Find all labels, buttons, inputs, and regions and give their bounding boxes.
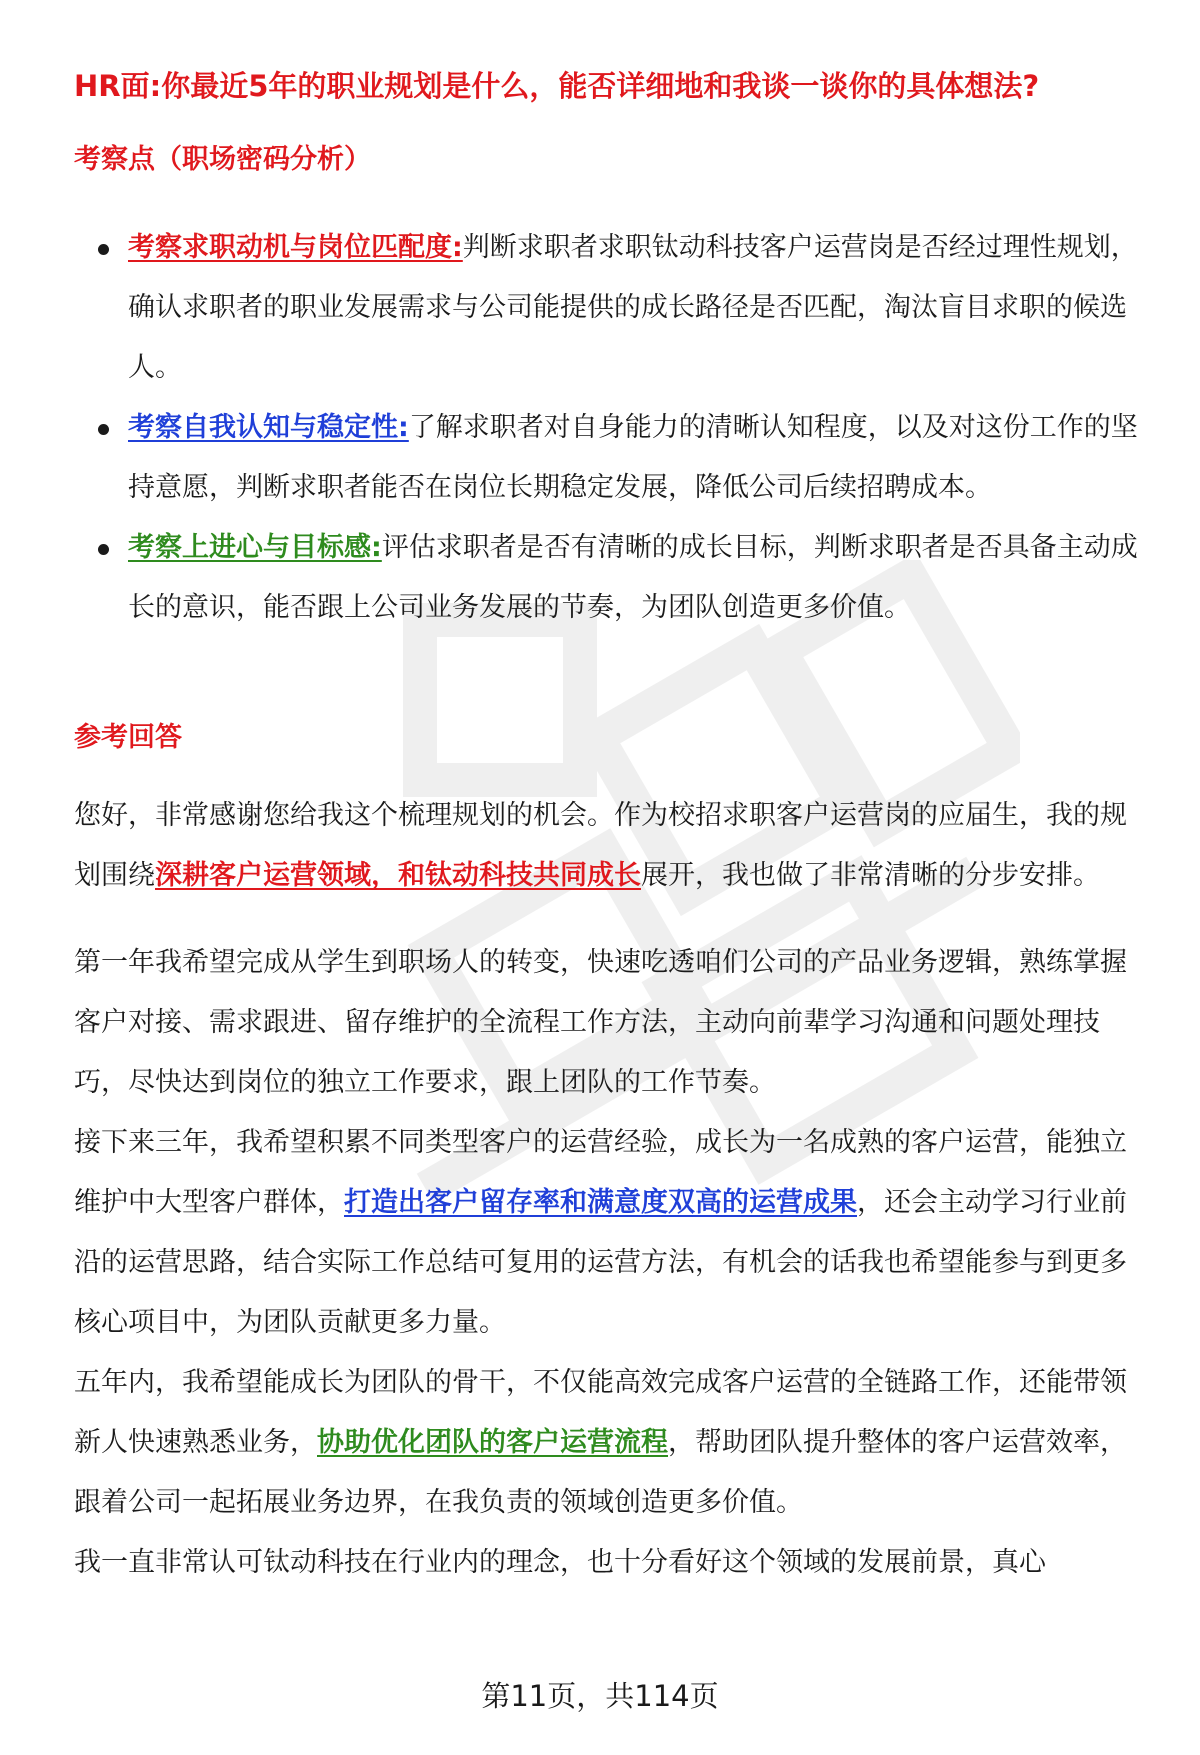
section-heading-assessment: 考察点（职场密码分析）	[74, 144, 371, 175]
assessment-list	[74, 218, 1144, 638]
assessment-keyword: 考察自我认知与稳定性:	[128, 412, 409, 443]
paragraph-gap	[74, 906, 1149, 933]
answer-text: 展开，我也做了非常清晰的分步安排。	[641, 860, 1100, 891]
answer-text: ，帮助团队提升整体的客户运营效率，跟着公司一起拓展业务边界，在我负责的领域创造更多价值。	[74, 1427, 1127, 1518]
answer-text: 接下来三年，我希望积累不同类型客户的运营经验，成长为一名成熟的客户运营，能独立维护中大型客户群体，	[74, 1127, 1127, 1218]
answer-paragraph: 我一直非常认可钛动科技在行业内的理念，也十分看好这个领域的发展前景，真心	[74, 1547, 1046, 1578]
answer-highlight: 打造出客户留存率和满意度双高的运营成果	[344, 1187, 857, 1218]
reference-answer	[74, 786, 1149, 1593]
bullet-icon	[98, 544, 109, 555]
assessment-text: 了解求职者对自身能力的清晰认知程度，以及对这份工作的坚持意愿，判断求职者能否在岗位长期稳定发展，降低公司后续招聘成本。	[128, 412, 1138, 503]
answer-paragraph	[74, 1353, 1149, 1533]
section-heading-answer: 参考回答	[74, 722, 182, 753]
answer-text: 五年内，我希望能成长为团队的骨干，不仅能高效完成客户运营的全链路工作，还能带领新人快速熟悉业务，	[74, 1367, 1127, 1458]
assessment-text: 评估求职者是否有清晰的成长目标，判断求职者是否具备主动成长的意识，能否跟上公司业务发展的节奏，为团队创造更多价值。	[128, 532, 1138, 623]
list-item	[74, 398, 1144, 518]
page-number: 第11页，共114页	[481, 1679, 719, 1713]
answer-text: ，还会主动学习行业前沿的运营思路，结合实际工作总结可复用的运营方法，有机会的话我也希望能参与到更多核心项目中，为团队贡献更多力量。	[74, 1187, 1127, 1338]
assessment-keyword: 考察上进心与目标感:	[128, 532, 382, 563]
answer-highlight: 深耕客户运营领域，和钛动科技共同成长	[155, 860, 641, 891]
list-item	[74, 218, 1144, 398]
answer-paragraph: 第一年我希望完成从学生到职场人的转变，快速吃透咱们公司的产品业务逻辑，熟练掌握客户对接、需求跟进、留存维护的全流程工作方法，主动向前辈学习沟通和问题处理技巧，尽快达到岗位的独立工作要求，跟上团队的工作节奏。	[74, 947, 1127, 1098]
answer-paragraph	[74, 1113, 1149, 1353]
bullet-icon	[98, 244, 109, 255]
question-title: HR面:你最近5年的职业规划是什么，能否详细地和我谈一谈你的具体想法?	[74, 69, 1040, 103]
assessment-text: 判断求职者求职钛动科技客户运营岗是否经过理性规划，确认求职者的职业发展需求与公司能提供的成长路径是否匹配，淘汰盲目求职的候选人。	[128, 232, 1138, 383]
answer-paragraph	[74, 786, 1149, 906]
assessment-keyword: 考察求职动机与岗位匹配度:	[128, 232, 463, 263]
answer-text: 您好，非常感谢您给我这个梳理规划的机会。作为校招求职客户运营岗的应届生，我的规划围绕	[74, 800, 1127, 891]
bullet-icon	[98, 424, 109, 435]
list-item	[74, 518, 1144, 638]
answer-highlight: 协助优化团队的客户运营流程	[317, 1427, 668, 1458]
